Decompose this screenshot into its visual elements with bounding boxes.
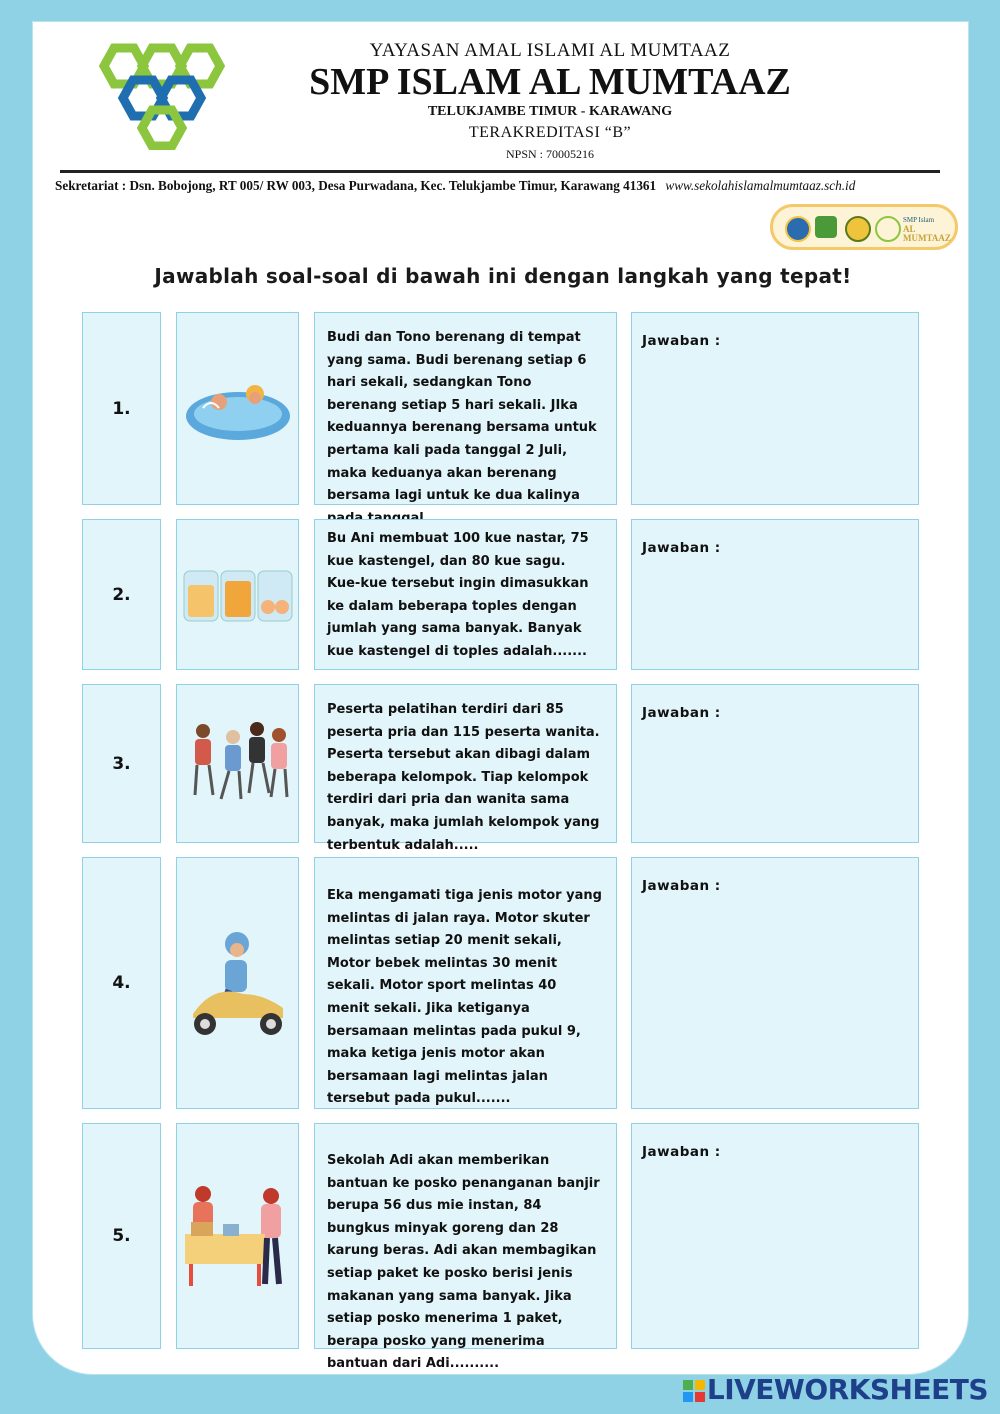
school-city: TELUKJAMBE TIMUR - KARAWANG [427, 104, 673, 119]
question-text: Eka mengamati tiga jenis motor yang melintas di jalan raya. Motor skuter melintas setiap 20 menit sekali, Motor bebek melintas 30 menit sekali. Motor sport melintas 40 menit sekali. Jika ketiganya bersamaan melintas pada pukul 9, maka ketiga jenis motor akan bersamaan lagi melintas jalan tersebut pada pukul....... [314, 857, 617, 1109]
question-number: 5. [82, 1123, 161, 1349]
school-logo-icon [92, 40, 232, 150]
liveworksheets-brand: LIVEWORKSHEETS [706, 1373, 988, 1406]
group-meeting-icon [183, 719, 293, 809]
badge-school-name: AL MUMTAAZ [903, 224, 951, 243]
question-number: 3. [82, 684, 161, 843]
website-link: www.sekolahislamalmumtaaz.sch.id [665, 178, 856, 193]
question-text: Bu Ani membuat 100 kue nastar, 75 kue kastengel, dan 80 kue sagu. Kue-kue tersebut ingin dimasukkan ke dalam beberapa toples dengan jumlah yang sama banyak. Banyak kue kastengel di toples adalah....... [314, 519, 617, 670]
question-number: 1. [82, 312, 161, 505]
npsn: NPSN : 70005216 [505, 147, 594, 161]
adiwiyata-badge-icon [845, 216, 871, 242]
cookie-jars-icon [182, 565, 294, 625]
scooter-rider-icon [183, 928, 293, 1038]
partner-badges [770, 204, 958, 250]
answer-field[interactable]: Jawaban : [631, 519, 919, 670]
answer-field[interactable]: Jawaban : [631, 312, 919, 505]
question-number: 2. [82, 519, 161, 670]
question-illustration [176, 312, 299, 505]
swimming-pool-icon [183, 374, 293, 444]
address-text: Sekretariat : Dsn. Bobojong, RT 005/ RW 003, Desa Purwadana, Kec. Telukjambe Timur, Karawang 41361 [55, 178, 657, 193]
question-illustration [176, 1123, 299, 1349]
answer-field[interactable]: Jawaban : [631, 857, 919, 1109]
school-name: SMP ISLAM AL MUMTAAZ [309, 61, 791, 103]
liveworksheets-logo[interactable] [683, 1373, 988, 1406]
accreditation: TERAKREDITASI “B” [468, 124, 632, 141]
question-illustration [176, 519, 299, 670]
badge-school-text [903, 216, 955, 243]
liveworksheets-icon [683, 1380, 705, 1402]
question-illustration [176, 857, 299, 1109]
instruction-text: Jawablah soal-soal di bawah ini dengan langkah yang tepat! [154, 264, 852, 288]
question-illustration [176, 684, 299, 843]
karawang-badge-icon [815, 216, 837, 238]
header-divider [60, 170, 940, 173]
question-text: Sekolah Adi akan memberikan bantuan ke posko penanganan banjir berupa 56 dus mie instan, 84 bungkus minyak goreng dan 28 karung beras. Adi akan membagikan setiap paket ke posko berisi jenis makanan yang sama banyak. Jika setiap posko menerima 1 paket, berapa posko yang menerima bantuan dari Adi.......... [314, 1123, 617, 1349]
donation-stall-icon [183, 1184, 293, 1288]
question-text: Budi dan Tono berenang di tempat yang sama. Budi berenang setiap 6 hari sekali, sedangkan Tono berenang setiap 5 hari sekali. JIka keduannya berenang bersama untuk pertama kali pada tanggal 2 Juli, maka keduanya akan berenang bersama lagi untuk ke dua kalinya [314, 312, 617, 505]
answer-field[interactable]: Jawaban : [631, 684, 919, 843]
question-text: Peserta pelatihan terdiri dari 85 peserta pria dan 115 peserta wanita. Peserta tersebut akan dibagi dalam beberapa kelompok. Tiap kelompok terdiri dari pria dan wanita sama banyak, maka jumlah kelompok yang terbentuk adalah..... [314, 684, 617, 843]
foundation-name: YAYASAN AMAL ISLAMI AL MUMTAAZ [369, 40, 731, 61]
question-number: 4. [82, 857, 161, 1109]
school-mini-logo-icon [875, 216, 901, 242]
answer-field[interactable]: Jawaban : [631, 1123, 919, 1349]
badge-school-label: SMP Islam [903, 216, 935, 224]
school-address [55, 178, 955, 194]
tut-wuri-badge-icon [785, 216, 811, 242]
